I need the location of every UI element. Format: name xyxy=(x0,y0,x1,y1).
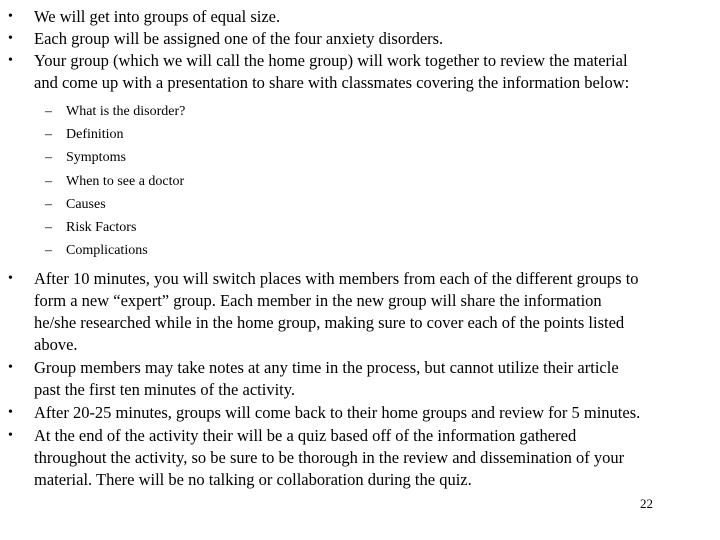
bullet-text-line: Group members may take notes at any time in the process, but cannot utilize their article xyxy=(34,358,619,378)
bullet-text-line: Each group will be assigned one of the four anxiety disorders. xyxy=(34,29,444,48)
page-number: 22 xyxy=(640,496,653,511)
sub-item-text: Complications xyxy=(66,243,148,259)
dash-marker: – xyxy=(45,104,52,119)
bullet-text-line: We will get into groups of equal size. xyxy=(34,7,281,26)
dash-marker: – xyxy=(45,150,52,166)
bullet-text-line: he/she researched while in the home group, making sure to cover each of the points listed xyxy=(34,313,625,333)
bullet-text-line: form a new “expert” group. Each member in the new group will share the information xyxy=(34,291,602,311)
bullet-marker: • xyxy=(8,53,13,68)
dash-marker: – xyxy=(45,196,52,212)
sub-item-text: When to see a doctor xyxy=(66,173,185,189)
bullet-text-line: past the first ten minutes of the activity. xyxy=(34,380,296,400)
dash-marker: – xyxy=(45,127,52,143)
dash-marker: – xyxy=(45,220,52,235)
bullet-text-line: material. There will be no talking or collaboration during the quiz. xyxy=(34,470,472,490)
sub-item-text: Definition xyxy=(66,127,124,143)
sub-item-text: What is the disorder? xyxy=(66,104,186,119)
bullet-marker: • xyxy=(8,360,13,376)
bullet-text-line: Your group (which we will call the home group) will work together to review the material xyxy=(34,51,628,70)
sub-item-text: Causes xyxy=(66,196,106,212)
bullet-text-line: and come up with a presentation to share with classmates covering the information below: xyxy=(34,73,630,92)
bullet-marker: • xyxy=(8,405,13,421)
bullet-text-line: At the end of the activity their will be a quiz based off of the information gathered xyxy=(34,426,577,446)
bullet-text-line: After 20-25 minutes, groups will come back to their home groups and review for 5 minutes. xyxy=(34,403,641,423)
sub-item-text: Risk Factors xyxy=(66,220,137,235)
dash-marker: – xyxy=(45,173,52,189)
bullet-marker: • xyxy=(8,271,13,287)
sub-item-text: Symptoms xyxy=(66,150,126,166)
bullet-marker: • xyxy=(8,31,13,46)
bullet-text-line: throughout the activity, so be sure to be thorough in the review and dissemination of your xyxy=(34,448,625,468)
bullet-text-line: above. xyxy=(34,335,78,355)
bullet-marker: • xyxy=(8,428,13,444)
bullet-text-line: After 10 minutes, you will switch places with members from each of the different groups to xyxy=(34,269,639,289)
dash-marker: – xyxy=(45,243,52,259)
bullet-marker: • xyxy=(8,9,13,24)
